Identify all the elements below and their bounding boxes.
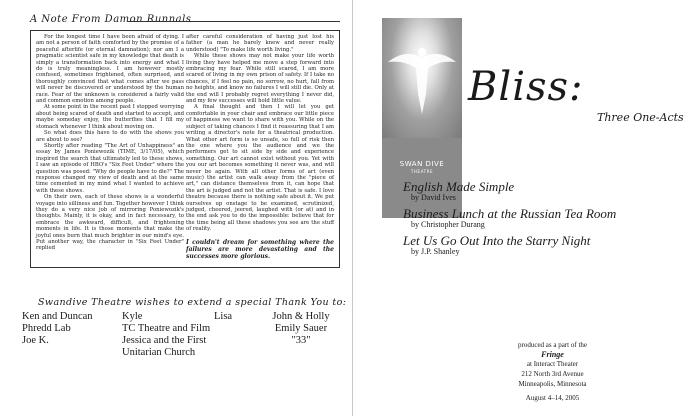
note-paragraph: While these shows may not make your life worth living they have helped me move a step forward into embracing my fear. While still scared, I am more scared of living in my own prison of safety. If I take no chances, if I feel no pain, no sorrow, no hurt, fall from no heights, and know no failures I will still die. Only at the end will I probably regret everything I never did, and my few successes will hold little value. <box>186 53 334 105</box>
thanks-column-2 <box>122 311 210 359</box>
title-rule <box>128 21 340 22</box>
address: 212 North 3rd Avenue <box>521 370 584 378</box>
pull-quote: I couldn't dream for something where the failures are more devastating and the successes more glorious. <box>186 238 334 260</box>
fringe-logo: Fringe <box>541 350 564 359</box>
swan-icon <box>382 18 462 148</box>
note-paragraph: For the longest time I have been afraid of dying. I am not a person of faith comforted by the promise of a peaceful afterlife (or eternal damnation); nor am I a pragmatic scientist safe in my knowledge that death is simply a transformation back into energy and what I do is truly meaningless. I am however mostly confused, sometimes frightened, often surprised, and thoroughly convinced that what comes after we pass will never be discovered or understood by the human race. Fear of the unknown is considered a fairly valid and common emotion among people. <box>36 34 184 105</box>
dates: August 4–14, 2005 <box>525 394 580 402</box>
thanks-name: Joe K. <box>22 335 49 346</box>
note-column-2 <box>186 34 334 260</box>
note-paragraph: Shortly after reading "The Art of Unhappiness" an essay by James Poniewozik (TIME, 3/17/05), which inspired the search that ultimately led to these shows, I saw an episode of HBO's "Six Feet Under" where the question was posed: "Why do people have to die?" The response changed my view of death and at the same time cemented in my mind what I wanted to achieve with these shows. <box>36 142 184 194</box>
production-info <box>450 340 655 403</box>
thanks-name: John & Holly <box>272 311 330 322</box>
play-author: by Christopher Durang <box>411 220 485 229</box>
city: Minneapolis, Minnesota <box>518 380 587 388</box>
thanks-name: Jessica and the First <box>122 335 207 346</box>
produced-line: produced as a part of the <box>518 341 587 349</box>
logo-subtitle: THEATRE <box>410 169 434 174</box>
play-author: by David Ives <box>411 193 456 202</box>
thanks-column-4 <box>262 311 340 347</box>
play-title: English Made Simple <box>403 179 515 194</box>
thanks-column-3 <box>214 311 232 323</box>
thanks-name: Ken and Duncan <box>22 311 93 322</box>
thanks-name: Phredd Lab <box>22 323 71 334</box>
note-title: A Note From Damon Runnals <box>30 14 192 25</box>
venue: at Interact Theater <box>526 360 579 368</box>
note-paragraph: At some point in the recent past I stopped worrying about being scared of death and started to accept, and maybe someday enjoy, the butterflies that I fill my stomach whenever I think about moving on. <box>36 104 184 130</box>
note-paragraph: So what does this have to do with the shows you are about to see? <box>36 130 184 143</box>
show-subtitle: Three One-Acts <box>597 111 684 124</box>
thanks-name: Kyle <box>122 311 143 322</box>
play-title: Let Us Go Out Into the Starry Night <box>403 233 591 248</box>
thanks-title: Swandive Theatre wishes to extend a special Thank You to: <box>38 297 347 308</box>
logo-name: SWAN DIVE <box>399 160 445 168</box>
play-author: by J.P. Shanley <box>411 247 460 256</box>
thanks-name: Lisa <box>214 311 233 322</box>
thanks-name: "33" <box>291 335 311 346</box>
thanks-name: Unitarian Church <box>122 347 196 358</box>
thanks-name: Emily Sauer <box>274 323 328 334</box>
play-list <box>403 180 693 261</box>
thanks-column-1 <box>22 311 93 347</box>
note-column-1 <box>36 34 184 252</box>
note-paragraph: after careful consideration of having just lost his father (a man he barely knew and never really understood) "To make life worth living." <box>186 34 334 53</box>
play-title: Business Lunch at the Russian Tea Room <box>403 206 617 221</box>
show-title: Bliss: <box>468 64 584 110</box>
note-paragraph: On their own, each of these shows is a wonderful voyage into silliness and fun. Together however I think they do a very nice job of mirroring Poniewozik's thoughts. Mainly, it is okay, and in fact necessary, to embrace the awkward, difficult, and frightening moments in life. It is those moments that make the joyful ones burn that much brighter in our mind's eye. Put another way, the character in "Six Feet Under" replied <box>36 194 184 252</box>
thanks-name: TC Theatre and Film <box>122 323 211 334</box>
note-paragraph: A final thought and then I will let you get comfortable in your chair and embrace our little piece of happiness we want to share with you. While on the subject of taking chances I find it reassuring that I am writing a director's note for a theatrical production. What other art form is so unsafe, so full of risk then the one where you the audience and we the performers get to sit side by side and experience something. Our art cannot exist without you. Yet with you our art becomes something it never was, and will never be again. With all other forms of art (even music) the artist can walk away from the "piece of art," can distance themselves from it, can hope that the art is judged and not the artist. That is safe. I love theatre because there is nothing safe about it. We put ourselves up onstage to be examined, scrutinized, judged, cheered, jeered, laughed with (or at) and in the end ask you to do the impossible: believe that for the time being all these shadows you see are the stuff of reality. <box>186 104 334 233</box>
